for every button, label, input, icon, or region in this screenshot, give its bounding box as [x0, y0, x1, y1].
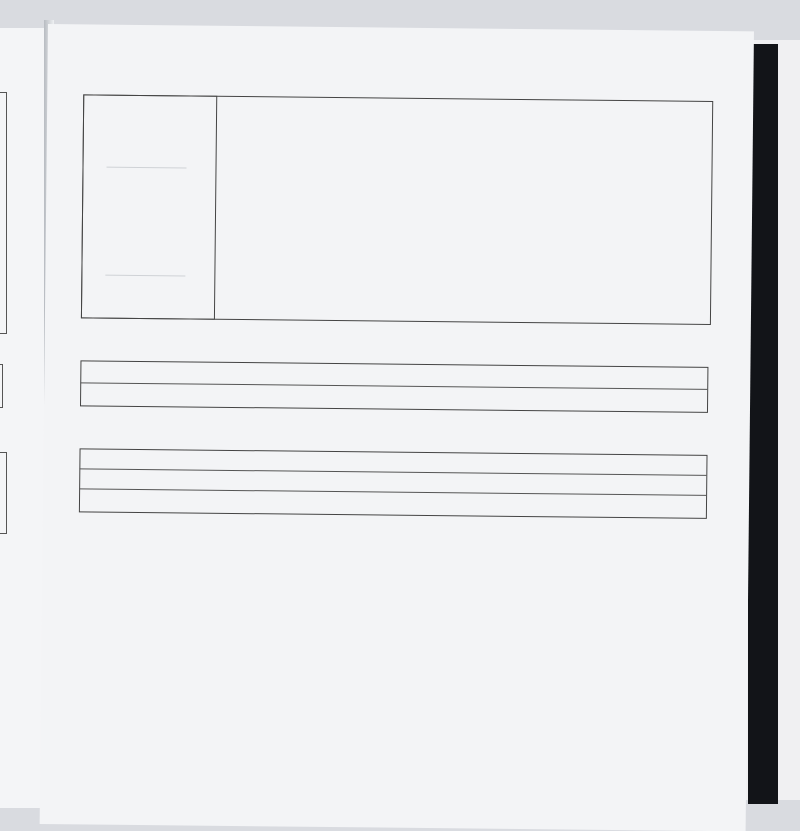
previous-page-table-fragment	[0, 92, 7, 334]
previous-page-table-fragment	[0, 452, 7, 534]
form-page	[40, 24, 754, 831]
identity-section-title	[47, 82, 753, 89]
identity-fields	[48, 24, 754, 31]
dues-tables	[48, 24, 754, 31]
membership-section-title	[45, 340, 751, 347]
membership-fields	[48, 24, 754, 31]
previous-page-table-fragment	[0, 364, 3, 408]
notes-section-title	[44, 428, 750, 435]
photo-box	[81, 94, 217, 319]
dues-section-title	[43, 534, 749, 541]
previous-page-edge	[0, 28, 47, 808]
